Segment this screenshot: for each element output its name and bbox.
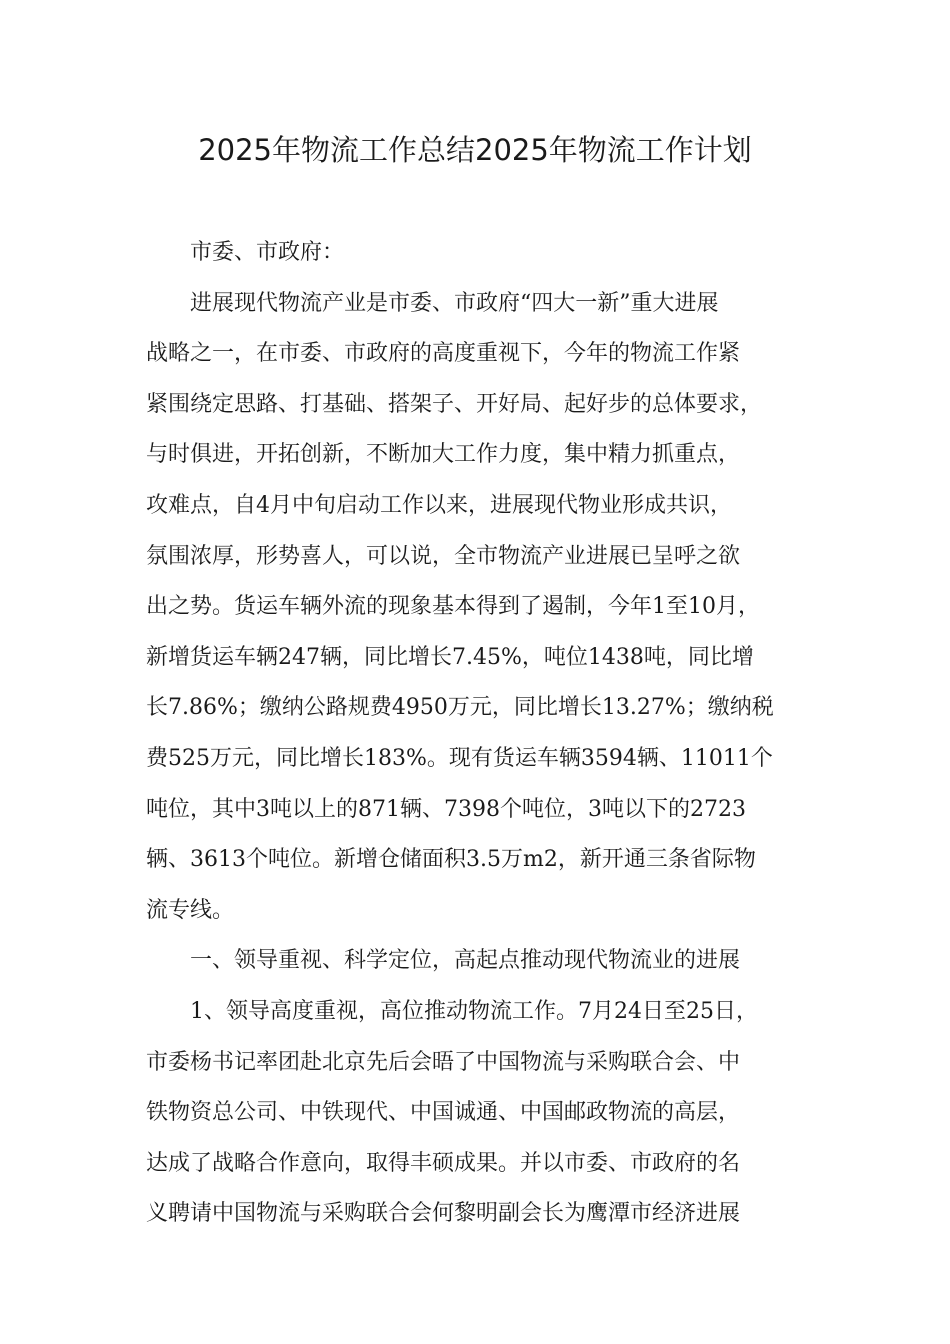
paragraph-line: 义聘请中国物流与采购联合会何黎明副会长为鹰潭市经济进展 (146, 1201, 741, 1227)
paragraph-line: 氛围浓厚，形势喜人，可以说，全市物流产业进展已呈呼之欲 (146, 543, 741, 569)
paragraph-line: 铁物资总公司、中铁现代、中国诚通、中国邮政物流的高层， (146, 1100, 741, 1126)
paragraph-line: 1、领导高度重视，高位推动物流工作。7月24日至25日， (190, 998, 758, 1024)
paragraph-line: 辆、3613个吨位。新增仓储面积3.5万m2，新开通三条省际物 (146, 847, 756, 873)
salutation-line: 市委、市政府： (190, 240, 345, 265)
paragraph-line: 流专线。 (146, 897, 235, 923)
paragraph-line: 战略之一，在市委、市政府的高度重视下，今年的物流工作紧 (146, 341, 741, 367)
paragraph-line: 攻难点，自4月中旬启动工作以来，进展现代物业形成共识， (146, 492, 732, 518)
paragraph-line: 紧围绕定思路、打基础、搭架子、开好局、起好步的总体要求， (146, 391, 763, 417)
paragraph-line: 与时俱进，开拓创新，不断加大工作力度，集中精力抓重点， (146, 442, 741, 468)
document-body (146, 228, 814, 1240)
document-title: 2025年物流工作总结2025年物流工作计划 (198, 133, 752, 167)
paragraph-line: 长7.86%；缴纳公路规费4950万元，同比增长13.27%；缴纳税 (146, 695, 774, 721)
paragraph-line: 进展现代物流产业是市委、市政府“四大一新”重大进展 (190, 290, 719, 316)
paragraph-line: 吨位，其中3吨以上的871辆、7398个吨位，3吨以下的2723 (146, 796, 746, 822)
paragraph-line: 费525万元，同比增长183%。现有货运车辆3594辆、11011个 (146, 745, 773, 771)
paragraph-line: 达成了战略合作意向，取得丰硕成果。并以市委、市政府的名 (146, 1150, 741, 1176)
paragraph-line: 出之势。货运车辆外流的现象基本得到了遏制，今年1至10月， (146, 594, 760, 620)
paragraph-line: 市委杨书记率团赴北京先后会晤了中国物流与采购联合会、中 (146, 1049, 741, 1075)
paragraph-line: 新增货运车辆247辆，同比增长7.45%，吨位1438吨，同比增 (146, 644, 754, 670)
section-heading: 一、领导重视、科学定位，高起点推动现代物流业的进展 (190, 948, 741, 974)
